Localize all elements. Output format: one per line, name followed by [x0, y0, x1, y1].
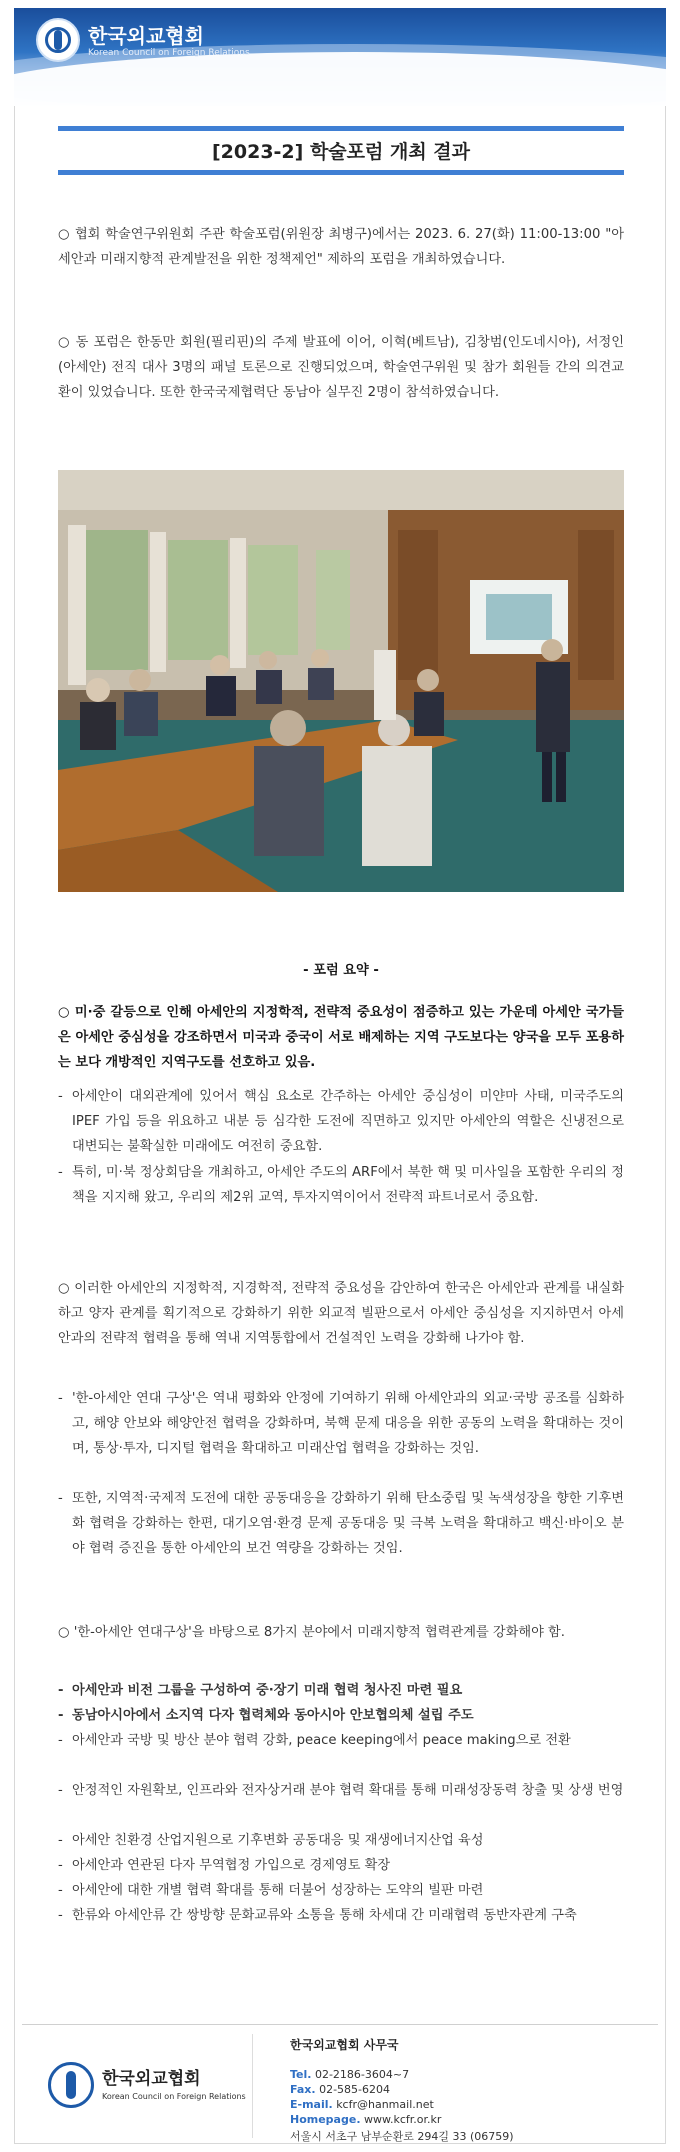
header-wave-decoration [14, 52, 666, 106]
intro-paragraph-2: ○ 동 포럼은 한동만 회원(필리핀)의 주제 발표에 이어, 이혁(베트남), 김창범(인도네시아), 서정인(아세안) 전직 대사 3명의 패널 토론으로 진행되었으며, 학술연구위원 및 참가 회원들 간의 의견교환이 있었습니다. 또한 한국국제협력단 동남아 실무진 2명이 참석하였습니다. [58, 335, 624, 400]
dash-marker: - [58, 1491, 63, 1506]
footer-divider [22, 2024, 658, 2025]
section3-item [58, 1728, 624, 1753]
footer-homepage [290, 2113, 441, 2126]
footer-homepage-label: Homepage. [290, 2113, 361, 2126]
page-frame [14, 8, 666, 2144]
footer-email-label: E-mail. [290, 2098, 333, 2111]
section3-item-text: 한류와 아세안류 간 쌍방향 문화교류와 소통을 통해 차세대 간 미래협력 동반자관계 구축 [72, 1908, 577, 1923]
section3-item [58, 1903, 624, 1928]
footer-address: 서울시 서초구 남부순환로 294길 33 (06759) [290, 2130, 514, 2143]
dash-marker: - [58, 1783, 63, 1798]
footer-tel [290, 2068, 409, 2081]
footer-office-title: 한국외교협회 사무국 [290, 2038, 399, 2052]
footer-email [290, 2098, 434, 2111]
page-title: [2023-2] 학술포럼 개최 결과 [211, 141, 471, 163]
section1-item-text: 아세안이 대외관계에 있어서 핵심 요소로 간주하는 아세안 중심성이 미얀마 사태, 미국주도의 IPEF 가입 등을 위요하고 내분 등 심각한 도전에 직면하고 있지만 아세안의 역할은 신냉전으로 대변되는 불확실한 미래에도 여전히 중요함. [72, 1089, 624, 1154]
section3-item-text: 안정적인 자원확보, 인프라와 전자상거래 분야 협력 확대를 통해 미래성장동력 창출 및 상생 번영 [72, 1783, 624, 1798]
footer-homepage-link[interactable]: www.kcfr.or.kr [364, 2113, 442, 2126]
section2-item [58, 1386, 624, 1461]
dash-marker: - [58, 1089, 63, 1104]
section2-item-text: 또한, 지역적·국제적 도전에 대한 공동대응을 강화하기 위해 탄소중립 및 녹색성장을 향한 기후변화 협력을 강화하는 한편, 대기오염·환경 문제 공동대응 및 극복 노력을 확대하고 백신·바이오 분야 협력 증진을 통한 아세안의 보건 역량을 강화하는 것임. [72, 1491, 624, 1556]
section3-item [58, 1778, 624, 1803]
section1-item [58, 1160, 624, 1210]
dash-marker: - [58, 1833, 63, 1848]
footer-fax-value: 02-585-6204 [319, 2083, 391, 2096]
section3-item [58, 1828, 624, 1853]
section2-item [58, 1486, 624, 1561]
section3-item-text: 아세안과 국방 및 방산 분야 협력 강화, peace keeping에서 peace making으로 전환 [72, 1733, 571, 1748]
section3-item [58, 1853, 624, 1878]
section3-item [58, 1878, 624, 1903]
section3-item-text: 아세안 친환경 산업지원으로 기후변화 공동대응 및 재생에너지산업 육성 [72, 1833, 484, 1848]
footer-email-link[interactable]: kcfr@hanmail.net [336, 2098, 434, 2111]
summary-heading: - 포럼 요약 - [303, 963, 379, 978]
section2-item-text: '한-아세안 연대 구상'은 역내 평화와 안정에 기여하기 위해 아세안과의 외교·국방 공조를 심화하고, 해양 안보와 해양안전 협력을 강화하며, 북핵 문제 대응을 위한 공동의 노력을 확대하는 것이며, 통상·투자, 디지털 협력을 확대하고 미래산업 협력을 강화하는 것임. [72, 1391, 624, 1456]
footer-tel-value: 02-2186-3604~7 [314, 2068, 410, 2081]
dash-marker: - [58, 1883, 63, 1898]
dash-marker: - [58, 1683, 64, 1698]
section3-bold-item-text: 동남아시아에서 소지역 다자 협력체와 동아시아 안보협의체 설립 주도 [72, 1708, 474, 1723]
footer-vertical-divider [252, 2034, 253, 2138]
header-org-name-en: Korean Council on Foreign Relations [88, 48, 250, 58]
header-banner [14, 8, 666, 106]
footer-org-name-en: Korean Council on Foreign Relations [102, 2092, 246, 2101]
section3-bold-item [58, 1678, 624, 1703]
kcfr-emblem-icon [36, 18, 80, 62]
section3-lead: ○ '한-아세안 연대구상'을 바탕으로 8가지 분야에서 미래지향적 협력관계를 강화해야 함. [58, 1625, 565, 1640]
section1-item [58, 1084, 624, 1159]
footer-org-name-ko: 한국외교협회 [102, 2069, 201, 2089]
dash-marker: - [58, 1165, 63, 1180]
section3-bold-item [58, 1703, 624, 1728]
section3-bold-item-text: 아세안과 비전 그룹을 구성하여 중·장기 미래 협력 청사진 마련 필요 [72, 1683, 463, 1698]
dash-marker: - [58, 1733, 63, 1748]
header-org-name-ko: 한국외교협회 [88, 24, 204, 48]
footer-fax-label: Fax. [290, 2083, 316, 2096]
dash-marker: - [58, 1858, 63, 1873]
section1-lead: ○ 미·중 갈등으로 인해 아세안의 지정학적, 전략적 중요성이 점증하고 있는 가운데 아세안 국가들은 아세안 중심성을 강조하면서 미국과 중국이 서로 배제하는 지역 구도보다는 양국을 모두 포용하는 보다 개방적인 지역구도를 선호하고 있음. [58, 1005, 624, 1070]
section1-item-text: 특히, 미·북 정상회담을 개최하고, 아세안 주도의 ARF에서 북한 핵 및 미사일을 포함한 우리의 정책을 지지해 왔고, 우리의 제2위 교역, 투자지역이어서 전략적 파트너로서 중요함. [72, 1165, 624, 1205]
dash-marker: - [58, 1391, 63, 1406]
section2-lead: ○ 이러한 아세안의 지정학적, 지경학적, 전략적 중요성을 감안하여 한국은 아세안과 관계를 내실화하고 양자 관계를 획기적으로 강화하기 위한 외교적 빌판으로서 아세안 중심성을 지지하면서 아세안과의 전략적 협력을 통해 역내 지역통합에서 건설적인 노력을 강화해 나가야 함. [58, 1281, 624, 1346]
footer-fax [290, 2083, 390, 2096]
dash-marker: - [58, 1908, 63, 1923]
title-bottom-bar [58, 170, 624, 175]
kcfr-emblem-icon [48, 2062, 94, 2108]
footer-tel-label: Tel. [290, 2068, 312, 2081]
forum-photo [58, 470, 624, 892]
title-top-bar [58, 126, 624, 131]
intro-paragraph-1: ○ 협회 학술연구위원회 주관 학술포럼(위원장 최병구)에서는 2023. 6. 27(화) 11:00-13:00 "아세안과 미래지향적 관계발전을 위한 정책제언" 제하의 포럼을 개최하였습니다. [58, 227, 624, 267]
section3-item-text: 아세안에 대한 개별 협력 확대를 통해 더불어 성장하는 도약의 빌판 마련 [72, 1883, 484, 1898]
section3-item-text: 아세안과 연관된 다자 무역협정 가입으로 경제영토 확장 [72, 1858, 391, 1873]
dash-marker: - [58, 1708, 64, 1723]
